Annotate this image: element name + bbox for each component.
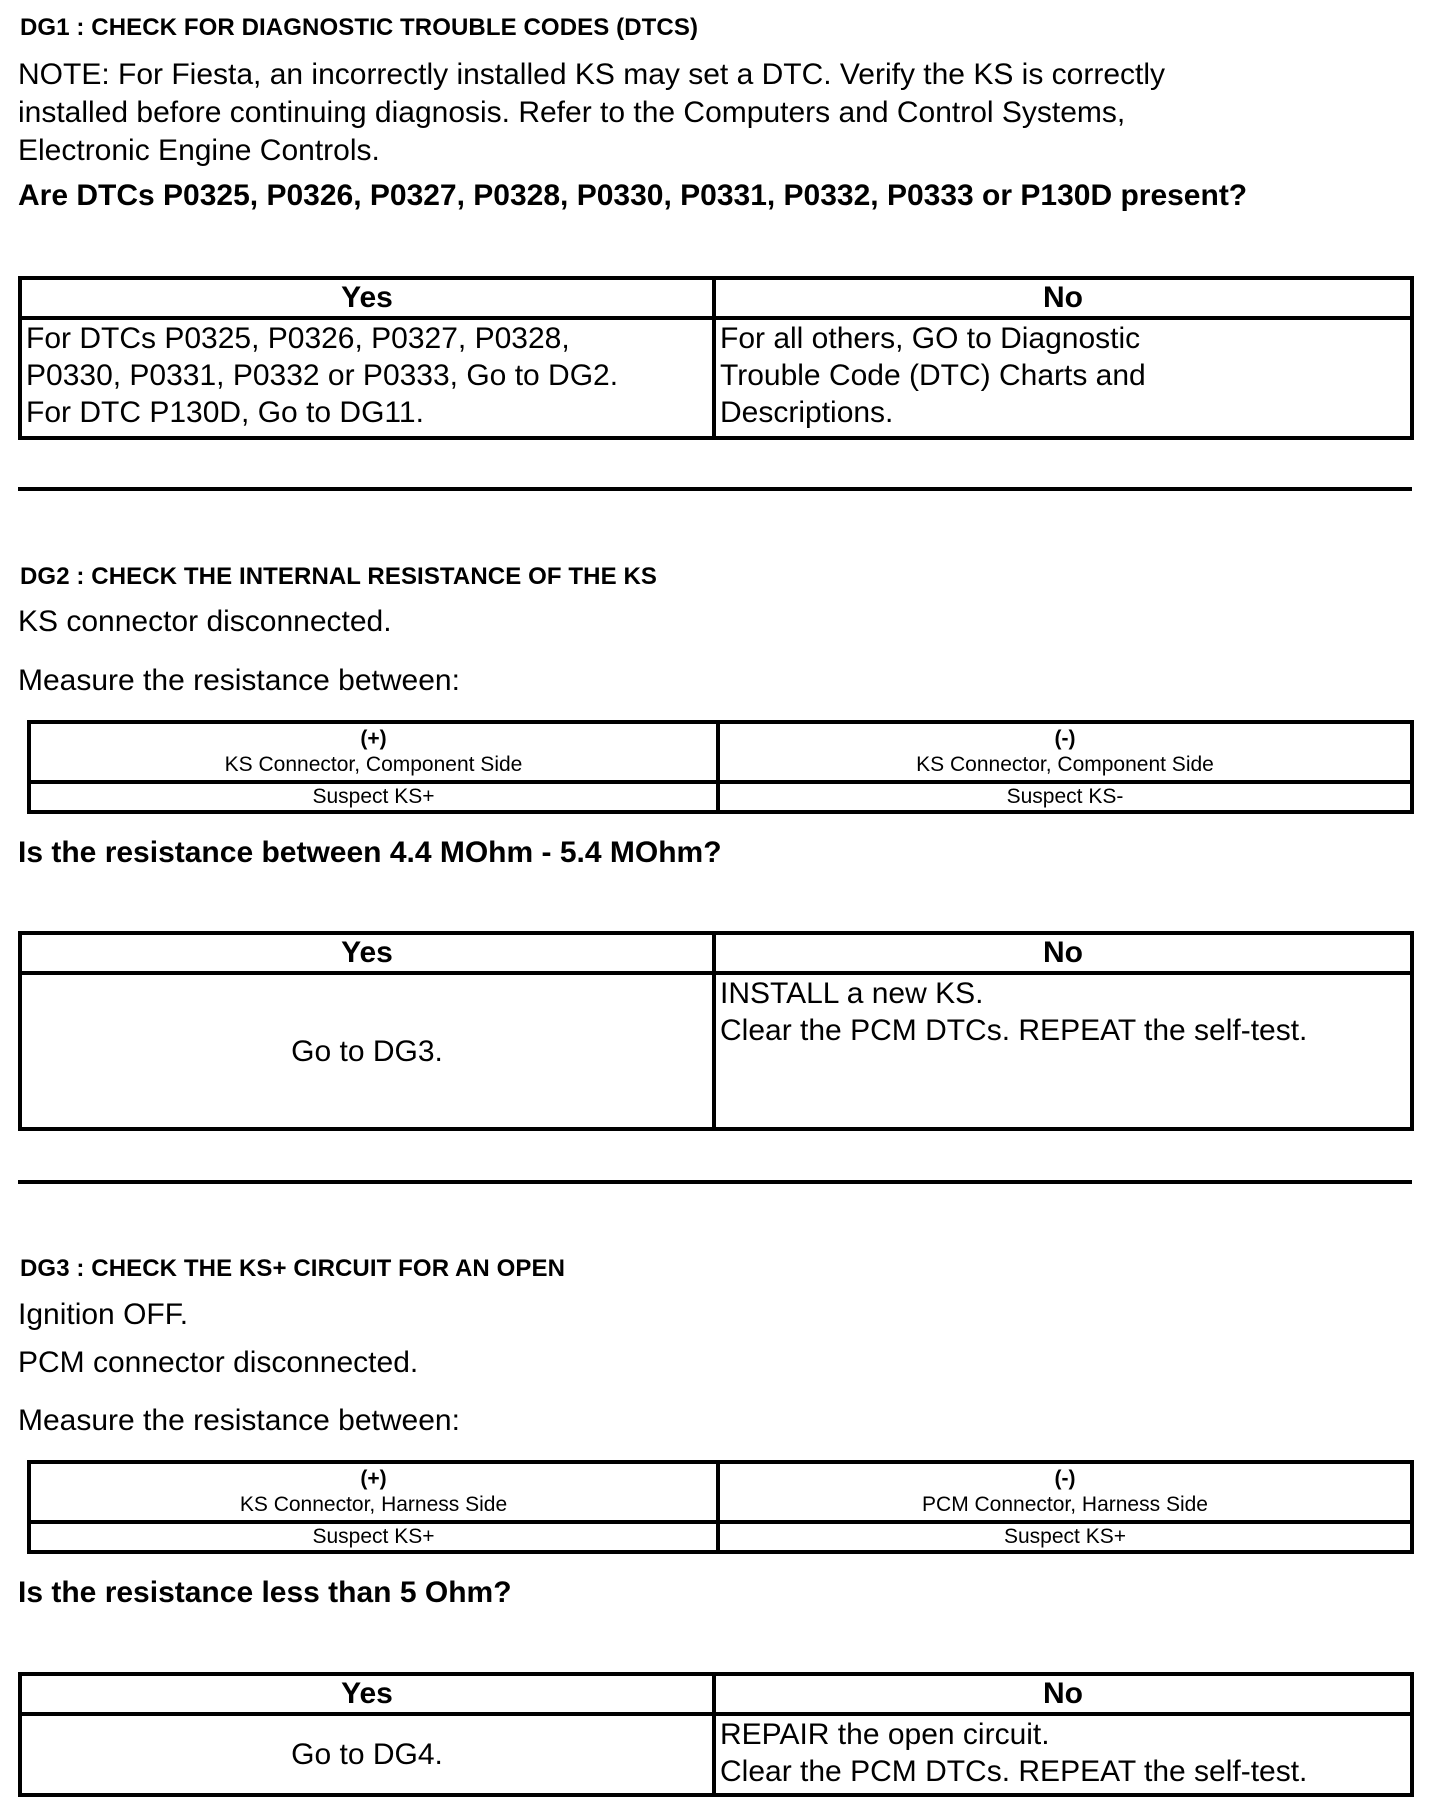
yes-header: Yes <box>20 933 714 973</box>
dg2-measure-table <box>27 720 1414 814</box>
no-cell <box>714 1714 1412 1795</box>
meas-minus-cell <box>718 722 1412 782</box>
dg2-question: Is the resistance between 4.4 MOhm - 5.4 MOhm? <box>18 836 722 869</box>
dg1-note-line: NOTE: For Fiesta, an incorrectly installed KS may set a DTC. Verify the KS is correctly <box>18 58 1166 91</box>
no-line: Clear the PCM DTCs. REPEAT the self-test. <box>720 1755 1308 1788</box>
meas-plus-cell <box>29 722 718 782</box>
section-divider <box>18 1180 1412 1184</box>
no-cell <box>714 973 1412 1129</box>
meas-minus-sign: (-) <box>1054 1467 1076 1490</box>
dg3-question: Is the resistance less than 5 Ohm? <box>18 1576 512 1609</box>
no-line: For all others, GO to Diagnostic <box>720 322 1141 355</box>
meas-minus-location: KS Connector, Component Side <box>916 753 1214 776</box>
dg3-step: Ignition OFF. <box>18 1298 189 1331</box>
section-divider <box>18 487 1412 491</box>
dg1-note-line: installed before continuing diagnosis. Refer to the Computers and Control Systems, <box>18 96 1126 129</box>
yes-line: For DTCs P0325, P0326, P0327, P0328, <box>26 322 570 355</box>
meas-minus-circuit: Suspect KS- <box>718 782 1412 812</box>
dg1-note-line: Electronic Engine Controls. <box>18 134 380 167</box>
no-line: Trouble Code (DTC) Charts and <box>720 359 1146 392</box>
meas-plus-circuit: Suspect KS+ <box>29 1522 718 1552</box>
yes-line: P0330, P0331, P0332 or P0333, Go to DG2. <box>26 359 619 392</box>
dg2-title: DG2 : CHECK THE INTERNAL RESISTANCE OF THE KS <box>20 563 657 590</box>
dg2-measure-intro: Measure the resistance between: <box>18 664 460 697</box>
no-header: No <box>714 1674 1412 1714</box>
no-header: No <box>714 278 1412 318</box>
meas-plus-sign: (+) <box>360 727 387 750</box>
dg2-step: KS connector disconnected. <box>18 605 392 638</box>
meas-minus-cell <box>718 1462 1412 1522</box>
dg3-yes-no-table <box>18 1672 1414 1797</box>
yes-cell: Go to DG4. <box>20 1714 714 1795</box>
dg1-note <box>18 56 1165 170</box>
no-cell <box>714 318 1412 438</box>
dg3-title: DG3 : CHECK THE KS+ CIRCUIT FOR AN OPEN <box>20 1255 566 1282</box>
meas-plus-cell <box>29 1462 718 1522</box>
no-line: Clear the PCM DTCs. REPEAT the self-test. <box>720 1014 1308 1047</box>
meas-minus-circuit: Suspect KS+ <box>718 1522 1412 1552</box>
yes-header: Yes <box>20 1674 714 1714</box>
dg3-measure-table <box>27 1460 1414 1554</box>
meas-plus-location: KS Connector, Harness Side <box>239 1493 508 1516</box>
dg2-yes-no-table <box>18 931 1414 1131</box>
dg3-measure-intro: Measure the resistance between: <box>18 1404 460 1437</box>
meas-minus-location: PCM Connector, Harness Side <box>922 1493 1208 1516</box>
yes-line: For DTC P130D, Go to DG11. <box>26 396 424 429</box>
dg1-yes-no-table <box>18 276 1414 440</box>
no-line: REPAIR the open circuit. <box>720 1718 1050 1751</box>
dg3-step: PCM connector disconnected. <box>18 1346 419 1379</box>
meas-minus-sign: (-) <box>1054 727 1076 750</box>
no-header: No <box>714 933 1412 973</box>
meas-plus-location: KS Connector, Component Side <box>224 753 523 776</box>
dg1-title: DG1 : CHECK FOR DIAGNOSTIC TROUBLE CODES (DTCS) <box>20 14 699 41</box>
no-line: Descriptions. <box>720 396 894 429</box>
meas-plus-circuit: Suspect KS+ <box>29 782 718 812</box>
no-line: INSTALL a new KS. <box>720 977 984 1010</box>
yes-header: Yes <box>20 278 714 318</box>
meas-plus-sign: (+) <box>360 1467 387 1490</box>
yes-cell <box>20 318 714 438</box>
dg1-question: Are DTCs P0325, P0326, P0327, P0328, P0330, P0331, P0332, P0333 or P130D present? <box>18 179 1248 212</box>
yes-cell: Go to DG3. <box>20 973 714 1129</box>
